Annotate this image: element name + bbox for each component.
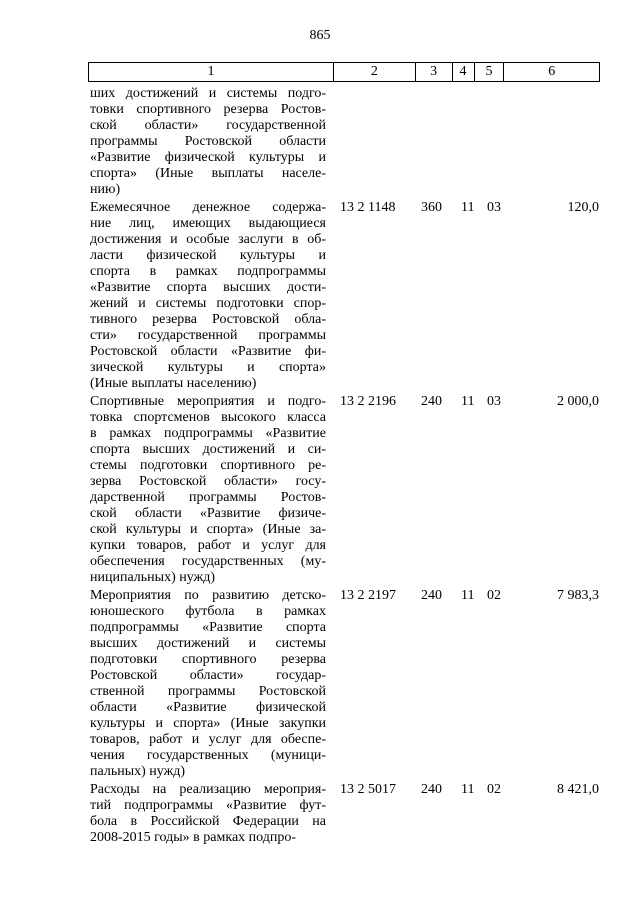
row-code: 13 2 5017 [340, 782, 396, 797]
description-line: Ежемесячное денежное содержа- [90, 200, 326, 215]
description-line: спорта высших достижений и си- [90, 442, 326, 457]
header-col-3: 3 [416, 63, 453, 81]
description-line: Мероприятия по развитию детско- [90, 588, 326, 603]
description-line: ших достижений и системы подго- [90, 86, 326, 101]
description-line: Ростовской области» государ- [90, 668, 326, 683]
description-line: ласти физической культуры и [90, 248, 326, 263]
description-line: ние лиц, имеющих выдающиеся [90, 216, 326, 231]
description-line: нию) [90, 182, 121, 197]
header-col-2: 2 [334, 63, 416, 81]
description-line: Спортивные мероприятия и подго- [90, 394, 326, 409]
description-line: Расходы на реализацию мероприя- [90, 782, 326, 797]
description-line: ской культуры и спорта» (Иные за- [90, 522, 326, 537]
description-line: программы Ростовской области [90, 134, 326, 149]
row-amount: 7 983,3 [557, 588, 599, 603]
description-line: товаров, работ и услуг для обеспе- [90, 732, 326, 747]
description-line: культуры и спорта» (Иные закупки [90, 716, 326, 731]
table-header [88, 62, 600, 82]
description-line: чения государственных (муници- [90, 748, 326, 763]
description-line: ской области» государственной [90, 118, 326, 133]
description-line: подготовки спортивного резерва [90, 652, 326, 667]
description-line: (Иные выплаты населению) [90, 376, 257, 391]
description-line: 2008-2015 годы» в рамках подпро- [90, 830, 297, 845]
description-line: юношеского футбола в рамках [90, 604, 326, 619]
description-line: дарственной программы Ростов- [90, 490, 326, 505]
description-line: в рамках подпрограммы «Развитие [90, 426, 326, 441]
row-amount: 120,0 [567, 200, 599, 215]
row-code: 13 2 1148 [340, 200, 396, 215]
description-line: жений и системы подготовки спор- [90, 296, 326, 311]
description-line: достижения и особые заслуги в об- [90, 232, 326, 247]
row-code: 13 2 2197 [340, 588, 396, 603]
row-expense-type: 240 [421, 394, 442, 409]
row-description [90, 394, 326, 586]
description-line: ской области «Развитие физиче- [90, 506, 326, 521]
row-code: 13 2 2196 [340, 394, 396, 409]
description-line: области «Развитие физической [90, 700, 326, 715]
row-section: 11 [461, 782, 475, 797]
description-line: ственной программы Ростовской [90, 684, 326, 699]
description-line: тий подпрограммы «Развитие фут- [90, 798, 326, 813]
header-col-5: 5 [475, 63, 505, 81]
row-amount: 2 000,0 [557, 394, 599, 409]
row-description [90, 782, 326, 846]
row-section: 11 [461, 588, 475, 603]
description-line: высших достижений и системы [90, 636, 326, 651]
row-expense-type: 360 [421, 200, 442, 215]
row-subsection: 02 [487, 588, 501, 603]
row-section: 11 [461, 200, 475, 215]
description-line: «Развитие спорта высших дости- [90, 280, 326, 295]
row-expense-type: 240 [421, 782, 442, 797]
description-line: спорта в рамках подпрограммы [90, 264, 326, 279]
row-section: 11 [461, 394, 475, 409]
row-subsection: 03 [487, 200, 501, 215]
page-number: 865 [309, 28, 331, 43]
description-line: товка спортсменов высокого класса [90, 410, 326, 425]
description-line: обеспечения государственных (му- [90, 554, 326, 569]
row-description [90, 588, 326, 780]
row-amount: 8 421,0 [557, 782, 599, 797]
description-line: ниципальных) нужд) [90, 570, 215, 585]
description-line: зерва Ростовской области» госу- [90, 474, 326, 489]
description-line: бола в Российской Федерации на [90, 814, 326, 829]
header-col-6: 6 [548, 64, 556, 79]
description-line: стемы подготовки спортивного ре- [90, 458, 326, 473]
description-line: Ростовской области «Развитие фи- [90, 344, 326, 359]
row-expense-type: 240 [421, 588, 442, 603]
description-line: товки спортивного резерва Ростов- [90, 102, 326, 117]
description-line: тивного резерва Ростовской обла- [90, 312, 326, 327]
header-col-1: 1 [89, 63, 334, 81]
description-line: спорта» (Иные выплаты населе- [90, 166, 326, 181]
row-subsection: 02 [487, 782, 501, 797]
description-line: купки товаров, работ и услуг для [90, 538, 326, 553]
description-line: сти» государственной программы [90, 328, 326, 343]
row-description [90, 86, 326, 198]
row-subsection: 03 [487, 394, 501, 409]
row-description [90, 200, 326, 392]
description-line: пальных) нужд) [90, 764, 186, 779]
description-line: подпрограммы «Развитие спорта [90, 620, 326, 635]
description-line: зической культуры и спорта» [90, 360, 326, 375]
header-col-4: 4 [453, 63, 475, 81]
description-line: «Развитие физической культуры и [90, 150, 326, 165]
